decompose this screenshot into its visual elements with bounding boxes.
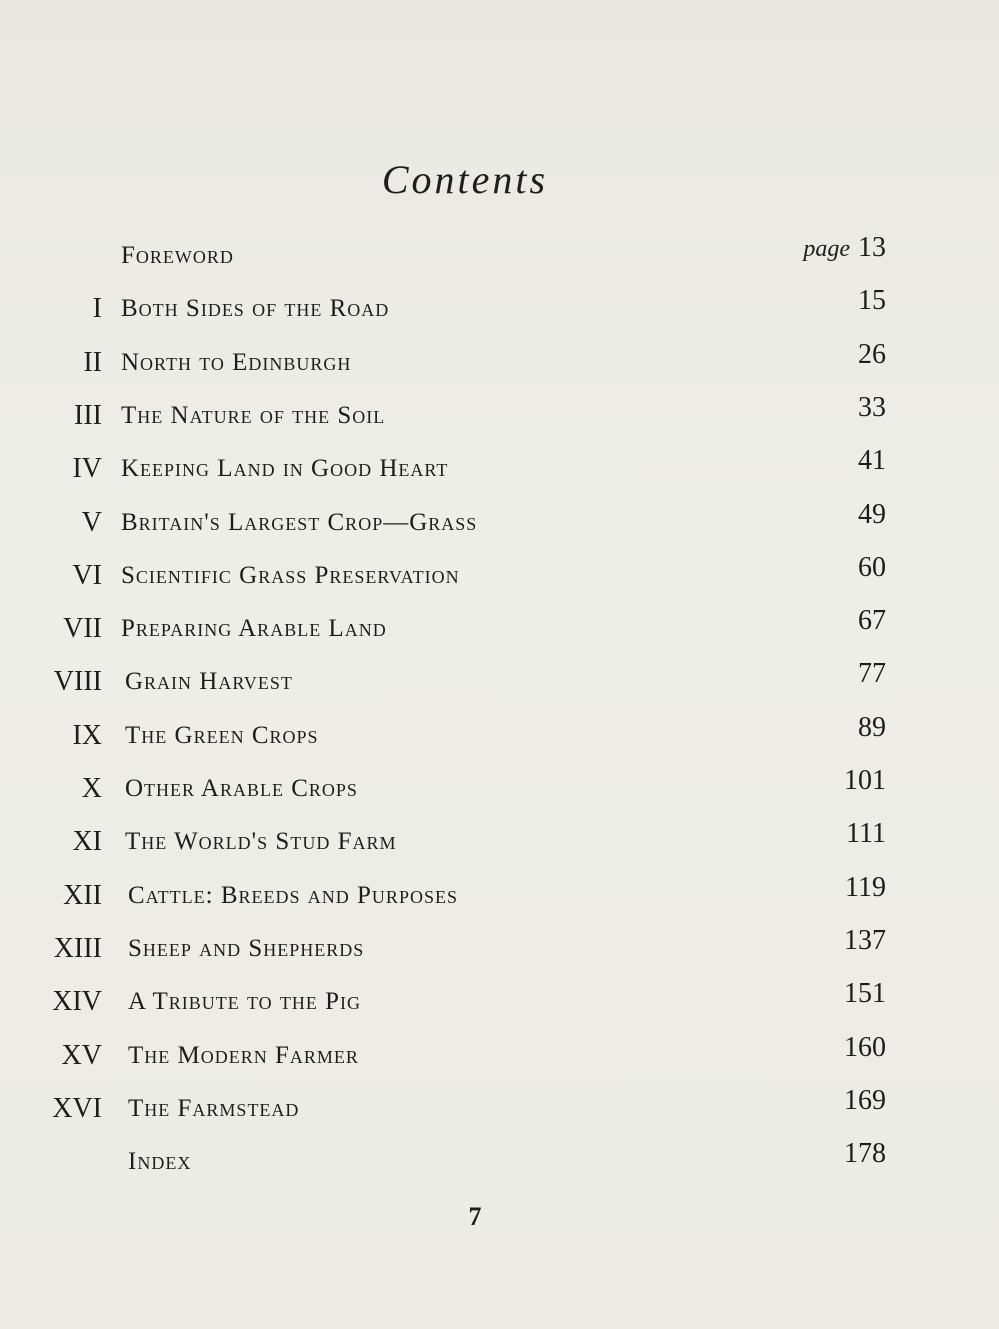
chapter-numeral: XII (63, 879, 102, 911)
toc-entry (0, 1138, 999, 1182)
page-value: 137 (844, 924, 886, 956)
chapter-page-number (845, 868, 886, 908)
chapter-numeral: VIII (53, 666, 102, 698)
page-value: 119 (845, 871, 886, 903)
page-value: 111 (846, 818, 886, 850)
chapter-title: The Green Crops (125, 721, 319, 749)
toc-entry (0, 232, 999, 276)
chapter-page-number (858, 548, 886, 588)
toc-entry (0, 818, 999, 862)
chapter-numeral: XVI (52, 1092, 102, 1124)
toc-entry (0, 871, 999, 916)
chapter-title: A Tribute to the Pig (128, 988, 362, 1016)
chapter-title: Index (128, 1148, 192, 1176)
toc-entry (0, 285, 999, 329)
chapter-title: Foreword (121, 242, 234, 269)
page-label: page (803, 236, 850, 262)
chapter-page-number (844, 974, 886, 1014)
chapter-title: Sheep and Shepherds (128, 934, 365, 962)
page-value: 49 (858, 498, 886, 530)
chapter-page-number (846, 814, 886, 854)
page-value: 15 (858, 285, 886, 317)
page-value: 160 (844, 1031, 886, 1063)
page-value: 77 (858, 658, 886, 690)
chapter-numeral: X (81, 773, 102, 804)
page-value: 33 (858, 391, 886, 423)
toc-entry (0, 338, 999, 383)
page-value: 26 (858, 338, 886, 370)
chapter-page-number (858, 708, 886, 748)
toc-entry (0, 551, 999, 596)
chapter-page-number (844, 1081, 886, 1121)
chapter-title: The Modern Farmer (128, 1041, 359, 1069)
chapter-numeral: IV (72, 453, 102, 485)
chapter-numeral: IX (72, 719, 102, 751)
folio-page-number: 7 (468, 1202, 482, 1231)
chapter-numeral: XIV (52, 986, 102, 1018)
chapter-page-number (858, 388, 886, 428)
chapter-page-number (858, 281, 886, 321)
page-value: 169 (844, 1084, 886, 1116)
chapter-numeral: XIII (53, 932, 102, 964)
chapter-title: The World's Stud Farm (125, 828, 397, 856)
page-title: Contents (381, 157, 549, 202)
chapter-title: North to Edinburgh (121, 348, 352, 376)
chapter-page-number (844, 1134, 886, 1174)
chapter-page-number (803, 228, 886, 269)
chapter-page-number (858, 654, 886, 694)
toc-entry (0, 978, 999, 1022)
toc-entry (0, 498, 999, 543)
toc-entry (0, 605, 999, 649)
page-value: 89 (858, 711, 886, 743)
chapter-title: The Farmstead (128, 1094, 300, 1122)
chapter-numeral: XV (61, 1039, 102, 1071)
chapter-page-number (844, 921, 886, 961)
chapter-numeral: VII (63, 613, 102, 645)
page-value: 151 (844, 978, 886, 1010)
chapter-numeral: II (83, 346, 102, 378)
chapter-numeral: XI (72, 826, 102, 858)
chapter-page-number (858, 601, 886, 641)
chapter-page-number (858, 495, 886, 535)
toc-entry (0, 1084, 999, 1129)
toc-entry (0, 924, 999, 969)
toc-entry (0, 1031, 999, 1076)
toc-entry (0, 391, 999, 436)
chapter-numeral: III (74, 399, 102, 431)
page-value: 41 (858, 445, 886, 477)
page-value: 13 (858, 232, 886, 263)
chapter-title: Other Arable Crops (125, 775, 358, 802)
chapter-title: Cattle: Breeds and Purposes (128, 881, 458, 909)
chapter-numeral: VI (72, 559, 102, 591)
chapter-page-number (858, 335, 886, 375)
chapter-numeral: I (92, 293, 102, 325)
chapter-title: Both Sides of the Road (121, 295, 390, 323)
page-value: 101 (844, 765, 886, 796)
chapter-page-number (844, 1028, 886, 1068)
toc-entry (0, 445, 999, 489)
chapter-title: The Nature of the Soil (121, 401, 386, 429)
chapter-numeral: V (81, 506, 102, 538)
page-value: 67 (858, 605, 886, 637)
chapter-title: Scientific Grass Preservation (121, 561, 460, 589)
chapter-title: Grain Harvest (125, 668, 293, 696)
chapter-title: Keeping Land in Good Heart (121, 455, 449, 483)
toc-entry (0, 711, 999, 756)
page-value: 60 (858, 551, 886, 583)
toc-entry (0, 765, 999, 809)
page-value: 178 (844, 1138, 886, 1170)
chapter-title: Preparing Arable Land (121, 615, 387, 643)
chapter-page-number (844, 761, 886, 801)
chapter-title: Britain's Largest Crop—Grass (121, 508, 478, 536)
toc-entry (0, 658, 999, 702)
chapter-page-number (858, 441, 886, 481)
